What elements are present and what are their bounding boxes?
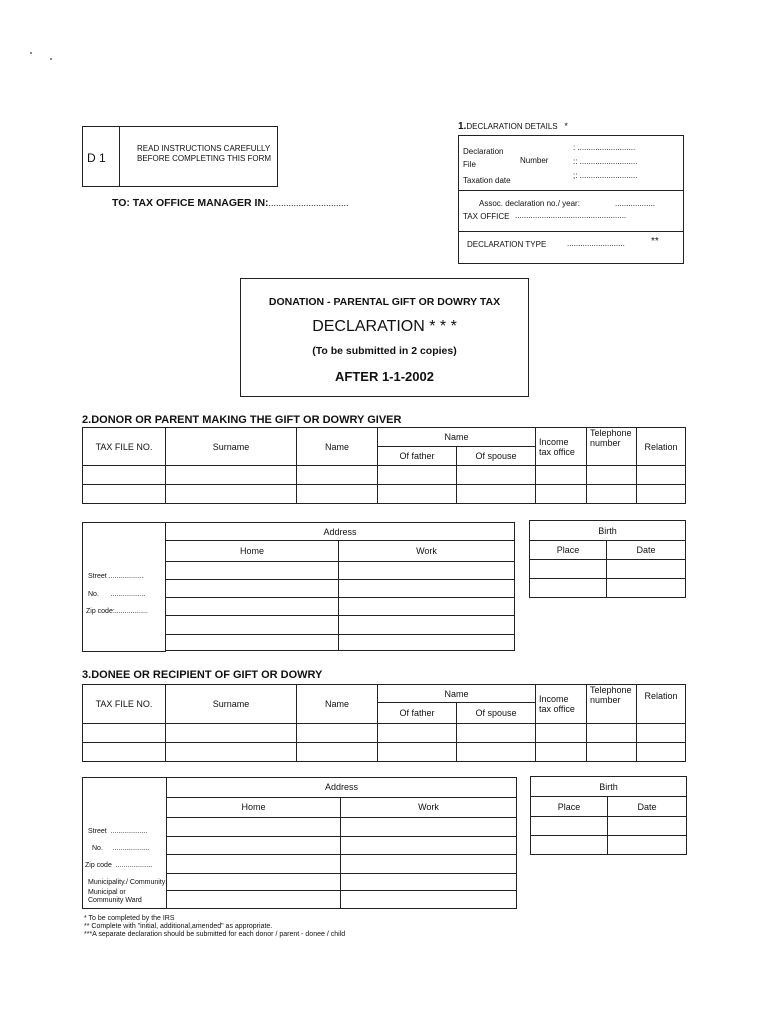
cell[interactable] [637,724,686,743]
home-no-cell[interactable] [167,836,341,855]
donee-birth-table [530,776,687,855]
birth-date-header: Date [607,541,686,560]
section-2-title: DONOR OR PARENT MAKING THE GIFT OR DOWRY GIVER [91,414,402,426]
donor-address-table [82,522,515,652]
birth-header: Birth [530,521,686,541]
form-title-date: AFTER 1-1-2002 [335,369,434,384]
work-municipality-cell[interactable] [341,873,517,891]
header-income-tax-office: Income tax office [536,685,587,724]
birth-place-cell[interactable] [531,836,608,855]
home-municipality-cell[interactable] [167,873,341,891]
home-extra-cell[interactable] [166,634,339,650]
cell[interactable] [536,485,587,504]
donor-address-labels: Street .................. No. .................. Zip code:................. [83,523,166,652]
zip-code-dots: ................... [115,862,153,869]
home-zip-cell[interactable] [166,598,339,616]
work-no-cell[interactable] [339,579,515,597]
section-2-heading [82,414,401,426]
address-header: Address [166,523,515,541]
cell[interactable] [297,485,378,504]
birth-place-cell[interactable] [530,560,607,579]
cell[interactable] [637,743,686,762]
header-of-spouse: Of spouse [457,447,536,466]
header-telephone: Telephone number [587,428,637,466]
work-no-cell[interactable] [341,836,517,855]
no-label: No. [88,591,99,598]
title-box [240,278,529,397]
file-label: File [463,160,476,169]
cell[interactable] [378,724,457,743]
address-home-header: Home [167,797,341,818]
number-label: Number [520,156,549,165]
municipality-label: Municipality./ Community [88,879,166,886]
street-dots: ................... [110,828,148,835]
taxation-date-dots: ;: .......................... [573,171,638,180]
section-3-heading [82,669,322,681]
footnotes [84,915,345,939]
header-of-father: Of father [378,447,457,466]
cell[interactable] [378,743,457,762]
work-extra-cell[interactable] [339,616,515,634]
birth-date-cell[interactable] [607,579,686,598]
cell[interactable] [83,485,166,504]
header-name: Name [297,685,378,724]
cell[interactable] [166,466,297,485]
cell[interactable] [457,466,536,485]
community-ward-label: Municipal or Community Ward [88,889,142,904]
zip-code-label: Zip code [86,608,113,615]
form-code-cell [83,127,120,186]
details-heading [458,121,568,132]
footnote-3: ***A separate declaration should be submitted for each donor / parent - donee / child [84,931,346,938]
header-name: Name [297,428,378,466]
declaration-dots: : .......................... [573,143,636,152]
number-dots: :: .......................... [573,157,638,166]
cell[interactable] [457,724,536,743]
table-row [83,743,686,762]
instructions-line-2: BEFORE COMPLETING THIS FORM [137,154,272,163]
to-tax-office-line [112,197,349,209]
zip-code-label: Zip code [85,862,112,869]
home-street-cell[interactable] [166,561,339,579]
address-home-header: Home [166,541,339,561]
footnote-2: ** Complete with "initial, additional,amended" as appropriate. [84,923,273,930]
taxation-date-label: Taxation date [463,176,511,185]
tax-office-dots: .................................................. [515,211,627,220]
section-3-title: DONEE OR RECIPIENT OF GIFT OR DOWRY [91,669,323,681]
birth-date-cell[interactable] [608,836,687,855]
form-code-box [82,126,278,187]
declaration-type-dots: .......................... [567,239,625,248]
street-label: Street [88,828,107,835]
street-label: Street [88,573,107,580]
details-heading-text: DECLARATION DETAILS [466,122,558,131]
cell[interactable] [378,485,457,504]
cell[interactable] [378,466,457,485]
no-dots: ................... [112,845,150,852]
form-code: D 1 [87,151,106,165]
home-street-cell[interactable] [167,818,341,837]
cell[interactable] [457,485,536,504]
birth-place-header: Place [531,797,608,817]
assoc-declaration-dots: .................. [615,199,656,208]
cell[interactable] [587,724,637,743]
address-work-header: Work [341,797,517,818]
cell[interactable] [166,485,297,504]
cell[interactable] [587,466,637,485]
form-title-line-1: DONATION - PARENTAL GIFT OR DOWRY TAX [268,296,501,308]
cell[interactable] [536,724,587,743]
table-row [83,485,686,504]
donor-table [82,427,686,504]
form-title-declaration: DECLARATION * * * [312,318,457,335]
home-ward-cell[interactable] [167,891,341,909]
cell[interactable] [166,724,297,743]
cell[interactable] [637,485,686,504]
cell[interactable] [587,743,637,762]
cell[interactable] [536,466,587,485]
no-label: No. [92,845,103,852]
details-heading-star: * [564,121,568,131]
birth-header: Birth [531,777,687,797]
birth-place-cell[interactable] [530,579,607,598]
work-ward-cell[interactable] [341,891,517,909]
header-of-spouse: Of spouse [457,703,536,724]
cell[interactable] [297,743,378,762]
header-name-group: Name [378,685,536,703]
home-zip-cell[interactable] [167,855,341,874]
header-relation: Relation [637,685,686,724]
work-street-cell[interactable] [341,818,517,837]
address-header: Address [167,778,517,798]
details-divider-1 [459,190,683,191]
declaration-type-label: DECLARATION TYPE [467,240,547,249]
cell[interactable] [587,485,637,504]
cell[interactable] [83,743,166,762]
cell[interactable] [166,743,297,762]
header-telephone: Telephone number [587,685,637,724]
declaration-details-box [458,135,684,264]
no-dots: .................. [110,591,146,598]
header-surname: Surname [166,685,297,724]
work-zip-cell[interactable] [341,855,517,874]
address-work-header: Work [339,541,515,561]
birth-date-header: Date [608,797,687,817]
cell[interactable] [297,724,378,743]
home-no-cell[interactable] [166,579,339,597]
footnote-1: * To be completed by the IRS [84,915,175,922]
street-dots: .................. [108,573,144,580]
tax-office-label: TAX OFFICE [463,212,510,221]
cell[interactable] [457,743,536,762]
donee-address-table [82,777,517,909]
details-heading-number: 1. [458,121,467,132]
home-extra-cell[interactable] [166,616,339,634]
assoc-declaration-label: Assoc. declaration no./ year: [479,199,580,208]
work-extra-cell[interactable] [339,634,515,650]
donee-address-labels [83,778,167,909]
birth-place-header: Place [530,541,607,560]
header-relation: Relation [637,428,686,466]
section-2-number: 2. [82,414,92,426]
work-zip-cell[interactable] [339,598,515,616]
cell[interactable] [297,466,378,485]
to-tax-office-dots: ................................ [268,198,349,208]
cell[interactable] [536,743,587,762]
birth-date-cell[interactable] [608,817,687,836]
work-street-cell[interactable] [339,561,515,579]
birth-place-cell[interactable] [531,817,608,836]
details-divider-2 [459,231,683,232]
donee-table [82,684,686,762]
birth-date-cell[interactable] [607,560,686,579]
instructions-line-1: READ INSTRUCTIONS CAREFULLY [137,144,271,153]
section-3-number: 3. [82,669,92,681]
donor-birth-table [529,520,686,598]
cell[interactable] [637,466,686,485]
declaration-type-stars: ** [651,236,659,247]
table-row [83,466,686,485]
cell[interactable] [83,466,166,485]
header-tax-file-no: TAX FILE NO. [83,428,166,466]
zip-code-dots: ................. [114,608,148,615]
header-name-group: Name [378,428,536,447]
table-row [83,724,686,743]
form-title-copies: (To be submitted in 2 copies) [312,345,457,357]
scan-speck [50,58,52,60]
declaration-label: Declaration [463,147,504,156]
header-tax-file-no: TAX FILE NO. [83,685,166,724]
header-income-tax-office: Income tax office [536,428,587,466]
scan-speck [30,52,32,54]
header-of-father: Of father [378,703,457,724]
cell[interactable] [83,724,166,743]
to-tax-office-label: TO: TAX OFFICE MANAGER IN: [112,197,269,209]
header-surname: Surname [166,428,297,466]
